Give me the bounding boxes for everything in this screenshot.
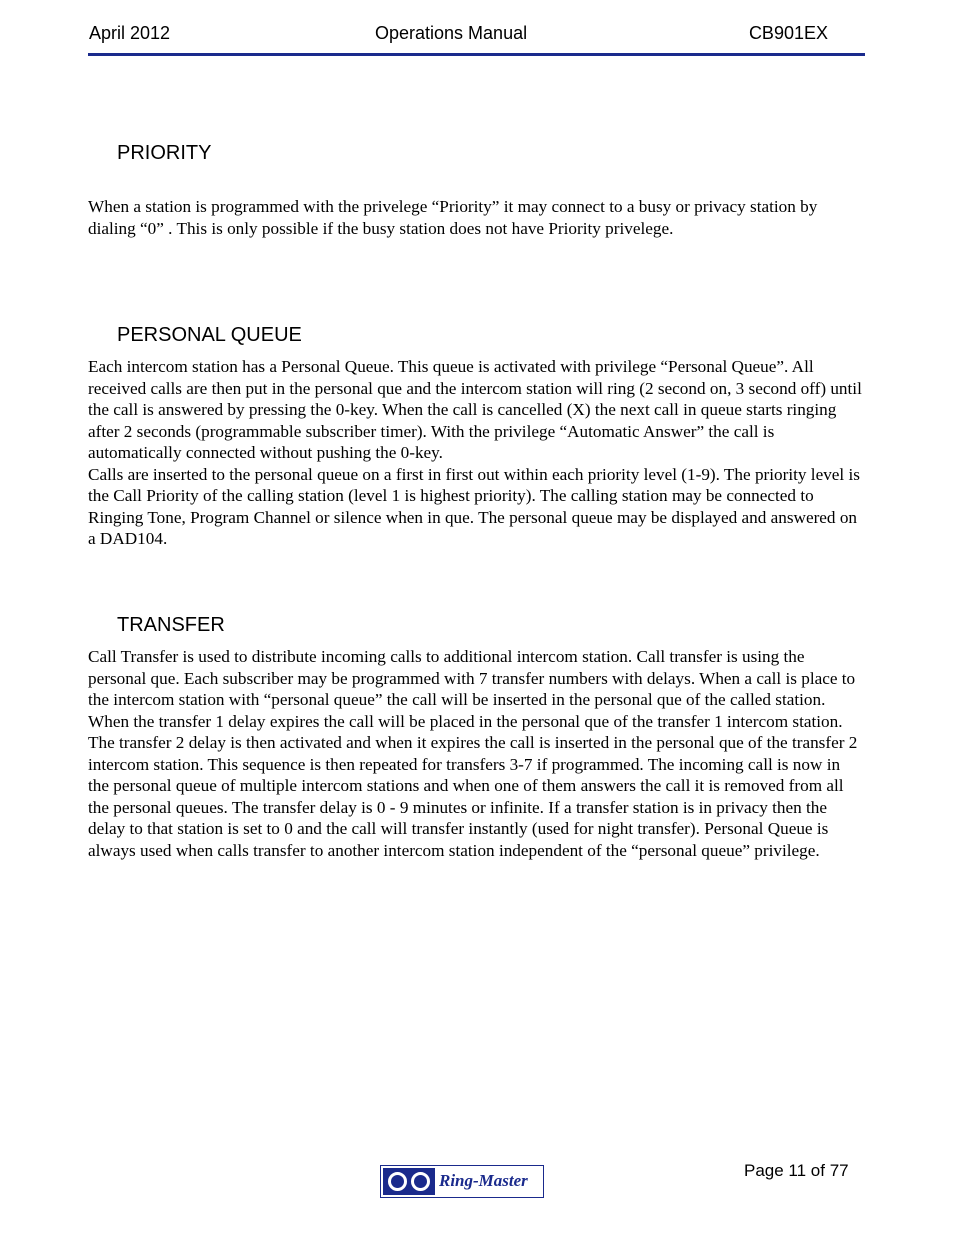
section-title-priority: PRIORITY — [117, 142, 212, 164]
header-model: CB901EX — [748, 23, 828, 43]
page-number: Page 11 of 77 — [744, 1161, 849, 1180]
logo-text: Ring-Master — [439, 1171, 528, 1190]
section-body-personal-queue: Each intercom station has a Personal Queue. This queue is activated with privilege “Personal Queue”. All received calls are then put in the personal que and the intercom station will ring (2 second on, 3 second off) until the call is answered by pressing the 0-key. When the call is cancelled (X) the next call in queue starts ringing after 2 seconds (programmable subscriber timer). With the privilege “Automatic Answer” the call is automatically connected without pushing the 0-key. Calls are inserted to the personal queue on a first in first out within each priority level (1-9). The priority level is the Call Priority of the calling station (level 1 is highest priority). The calling station may be connected to Ringing Tone, Program Channel or silence when in que. The personal queue may be displayed and answered on a DAD104. — [88, 357, 862, 548]
section-title-transfer: TRANSFER — [117, 614, 225, 636]
header-date: April 2012 — [89, 23, 171, 43]
header-title: Operations Manual — [375, 23, 528, 43]
page-header — [88, 0, 865, 57]
header-divider — [88, 53, 865, 56]
logo-circle-icon — [388, 1172, 407, 1191]
double-circle-logo-icon — [383, 1168, 435, 1195]
logo-circle-icon — [411, 1172, 430, 1191]
ring-master-logo — [380, 1165, 544, 1198]
section-title-personal-queue: PERSONAL QUEUE — [117, 324, 302, 346]
section-body-priority: When a station is programmed with the privelege “Priority” it may connect to a busy or privacy station by dialing “0” . This is only possible if the busy station does not have Priority privelege. — [88, 197, 818, 238]
section-body-transfer: Call Transfer is used to distribute incoming calls to additional intercom station. Call transfer is using the personal que. Each subscriber may be programmed with 7 transfer numbers with delays. When a call is place to the intercom station with “personal queue” the call will be inserted in the personal que of the called station. When the transfer 1 delay expires the call will be placed in the personal que of the transfer 1 intercom station. The transfer 2 delay is then activated and when it expires the call is inserted in the personal que of the transfer 2 intercom station. This sequence is then repeated for transfers 3-7 if programmed. The incoming call is now in the personal queue of multiple intercom stations and when one of them answers the call it is removed from all the personal queues. The transfer delay is 0 - 9 minutes or infinite. If a transfer station is in privacy then the delay to that station is set to 0 and the call will transfer instantly (used for night transfer). Personal Queue is always used when calls transfer to another intercom station independent of the “personal queue” privilege. — [88, 647, 858, 860]
